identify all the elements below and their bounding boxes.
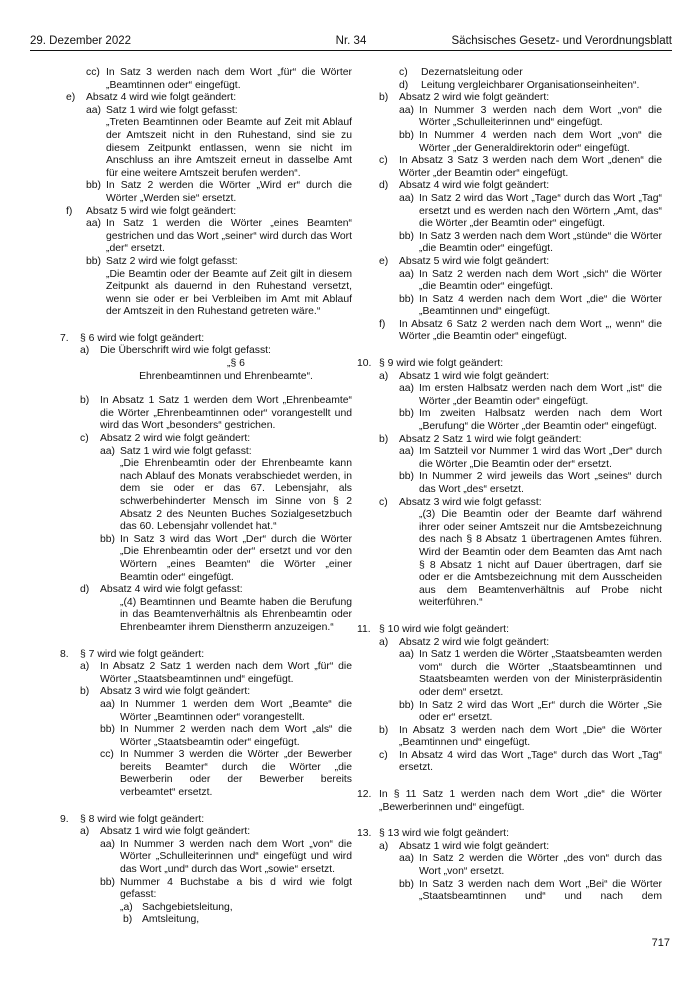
quote-text: „Die Ehrenbeamtin oder der Ehrenbeamte kann nach Ablauf des Monats verabschiedet werden, in dem sie oder er das 67. Lebensjahr, als schwerbehinderter Mensch im Sinne von § 2 Absatz 2 des Neunten Buches Sozialgesetzbuch das 60. Lebensjahr vollendet hat.“ [120,458,352,533]
item-6-f-bb: bb) Satz 2 wird wie folgt gefasst: „Die Beamtin oder der Beamte auf Zeit gilt in diesem Zeitpunkt als dauernd in den Ruhestand versetzt, wenn sie oder er bei Verbleiben im Amt mit Ablauf der Amtszeit in den Ruhestand getreten wäre.“ [86,255,352,318]
item-9-b-aa: aa) In Nummer 3 werden nach dem Wort „von“ die Wörter „Schulleiterinnen und“ eingefügt. [399,104,662,129]
section-8-a: a) In Absatz 2 Satz 1 werden nach dem Wort „für“ die Wörter „Staatsbeamtinnen und“ eingefügt. [80,661,352,685]
section-11-c: c) In Absatz 4 wird das Wort „Tage“ durch das Wort „Tag“ ersetzt. [379,749,662,774]
section-11-a: a) Absatz 2 wird wie folgt geändert: aa) In Satz 1 werden die Wörter „Staatsbeamten werden vom“ durch die Wörter „Staatsbeamtinnen und Staatsbeamten werden von der Ministerpräsidentin oder dem“ ersetzt. bb) In Satz 2 wird das Wort „Er“ durch die Wörter „Sie oder er“ ersetzt. [379,636,662,724]
item-6-e-bb: bb) In Satz 2 werden die Wörter „Wird er“ durch die Wörter „Werden sie“ ersetzt. [86,180,352,204]
section-10-a: a) Absatz 1 wird wie folgt geändert: aa) Im ersten Halbsatz werden nach dem Wort „ist“ die Wörter „der Beamtin oder“ eingefügt. bb) Im zweiten Halbsatz werden nach dem Wort „Berufung“ die Wörter „der Beamtin oder“ eingefügt. [379,370,662,433]
section-13-a-aa: aa) In Satz 2 werden die Wörter „des von“ durch das Wort „von“ ersetzt. [399,853,662,878]
header-issue-number: Nr. 34 [335,35,367,47]
item-9-d-bb: bb) In Satz 3 werden nach dem Wort „stünde“ die Wörter „die Beamtin oder“ eingefügt. [399,230,662,255]
section-8-b-bb: bb) In Nummer 2 werden nach dem Wort „als“ die Wörter „Staatsbeamtin oder“ eingefügt. [100,724,352,748]
section-7: 7. § 6 wird wie folgt geändert: a) Die Überschrift wird wie folgt gefasst: „§ 6 Ehrenbeamtinnen und Ehrenbeamte“. b) In Absatz 1 Satz 1 werden dem Wort „Ehrenbeamte“ die Wörter „Ehrenbeamtinnen oder“ vorangestellt und wird das Wort „besonders“ gestrichen. c) Absatz 2 wird wie folgt geändert: aa) Satz 1 wird wie folgt gefasst: „Die Ehrenbeamtin oder der Ehrenbeamte kann nach Ablauf des Monats verabschiedet werden, in dem sie oder er das 67. Lebensjahr, als schwerbehinderter Mensch im Sinne von § 2 Absatz 2 des Neunten Buches Sozialgesetzbuch das 60. Lebensjahr vollendet hat.“ bb) In Satz 3 wird das Wort „Der“ durch die Wörter „Die Ehrenbeamtin oder der“ ersetzt und vor den Wörtern „eines Beamten“ die Wörter „einer Beamtin oder“ eingefügt. d) Absatz 4 wird wie folgt gefasst: „(4) Beamtinnen und Beamte haben die Berufung in das Beamtenverhältnis als Ehrenbeamtin oder Ehrenbeamter ihrem Dienstherrn anzuzeigen.“ [60,332,352,633]
page-number: 717 [651,937,670,949]
section-13: 13. § 13 wird wie folgt geändert: a) Absatz 1 wird wie folgt geändert: aa) In Satz 2 werden die Wörter „des von“ durch das Wort „von“ ersetzt. bb) In Satz 3 werden nach dem Wort „Bei“ die Wörter „Staatsbeamtinnen und“ und nach dem [357,828,662,903]
left-column [60,67,352,927]
section-7-b: b) In Absatz 1 Satz 1 werden dem Wort „Ehrenbeamte“ die Wörter „Ehrenbeamtinnen oder“ vorangestellt und wird das Wort „besonders“ gestrichen. [80,395,352,432]
section-13-a-bb: bb) In Satz 3 werden nach dem Wort „Bei“ die Wörter „Staatsbeamtinnen und“ und nach dem [399,878,662,903]
item-6-d-cc: cc) In Satz 3 werden nach dem Wort „für“ die Wörter „Beamtinnen oder“ eingefügt. [86,67,352,91]
item-9-e-bb: bb) In Satz 4 werden nach dem Wort „die“ die Wörter „Beamtinnen und“ eingefügt. [399,293,662,318]
item-9-b: b) Absatz 2 wird wie folgt geändert: aa) In Nummer 3 werden nach dem Wort „von“ die Wörter „Schulleiterinnen und“ eingefügt. bb) In Nummer 4 werden nach dem Wort „von“ die Wörter „der Generaldirektorin oder“ eingefügt. [379,92,662,154]
quote-continuation [357,67,662,92]
section-12: 12. In § 11 Satz 1 werden nach dem Wort „die“ die Wörter „Bewerberinnen und“ eingefügt. [357,789,662,813]
item-6-e-aa: aa) Satz 1 wird wie folgt gefasst: „Treten Beamtinnen oder Beamte auf Zeit mit Ablauf der Amtszeit nicht in den Ruhestand, sind sie zu diesem Zeitpunkt entlassen, wenn sie nicht im Anschluss an ihre Amtszeit erneut in dasselbe Amt für eine weitere Amtszeit berufen werden“. [86,104,352,179]
section-9-a-bb: bb) Nummer 4 Buchstabe a bis d wird wie folgt gefasst: „a) Sachgebietsleitung, b) Amtsleitung, [100,876,352,926]
section-7-a: a) Die Überschrift wird wie folgt gefasst: „§ 6 Ehrenbeamtinnen und Ehrenbeamte“. [80,345,313,382]
section-9-a: a) Absatz 1 wird wie folgt geändert: aa) In Nummer 3 werden nach dem Wort „von“ die Wörter „Schulleiterinnen und“ eingefügt und wird das Wort „und“ durch das Wort „sowie“ ersetzt. bb) Nummer 4 Buchstabe a bis d wird wie folgt gefasst: „a) Sachgebietsleitung, b) Amtsleitung, [80,826,352,926]
section-8-b-cc: cc) In Nummer 3 werden die Wörter „der Bewerber bereits Beamter“ durch die Wörter „die Bewerberin oder der Bewerber bereits verbeamtet“ ersetzt. [100,749,352,799]
section-9-a-aa: aa) In Nummer 3 werden nach dem Wort „von“ die Wörter „Schulleiterinnen und“ eingefügt und wird das Wort „und“ durch das Wort „sowie“ ersetzt. [100,838,352,876]
quote-item-c: c) Dezernatsleitung oder [399,67,523,78]
section-7-c-bb: bb) In Satz 3 wird das Wort „Der“ durch die Wörter „Die Ehrenbeamtin oder der“ ersetzt und vor den Wörtern „eines Beamten“ die Wörter „einer Beamtin oder“ eingefügt. [100,533,352,583]
section-13-a: a) Absatz 1 wird wie folgt geändert: aa) In Satz 2 werden die Wörter „des von“ durch das Wort „von“ ersetzt. bb) In Satz 3 werden nach dem Wort „Bei“ die Wörter „Staatsbeamtinnen und“ und nach dem [379,840,662,903]
section-10-b-aa: aa) Im Satzteil vor Nummer 1 wird das Wort „Der“ durch die Wörter „Die Beamtin oder der“ ersetzt. [399,446,662,470]
item-9-e: e) Absatz 5 wird wie folgt geändert: aa) In Satz 2 werden nach dem Wort „sich“ die Wörter „die Beamtin oder“ eingefügt. bb) In Satz 4 werden nach dem Wort „die“ die Wörter „Beamtinnen und“ eingefügt. [379,255,662,318]
item-6-f-aa: aa) In Satz 1 werden die Wörter „eines Beamten“ gestrichen und das Wort „seiner“ wird durch das Wort „der“ ersetzt. [86,218,352,255]
item-9-b-bb: bb) In Nummer 4 werden nach dem Wort „von“ die Wörter „der Generaldirektorin oder“ eingefügt. [399,129,662,154]
item-9-f: f) In Absatz 6 Satz 2 werden nach dem Wort „, wenn“ die Wörter „die Beamtin oder“ eingefügt. [379,318,662,343]
quote-item-d: d) Leitung vergleichbarer Organisationseinheiten“. [399,79,640,91]
section-7-c: c) Absatz 2 wird wie folgt geändert: aa) Satz 1 wird wie folgt gefasst: „Die Ehrenbeamtin oder der Ehrenbeamte kann nach Ablauf des Monats verabschiedet werden, in dem sie oder er das 67. Lebensjahr, als schwerbehinderter Mensch im Sinne von § 2 Absatz 2 des Neunten Buches Sozialgesetzbuch das 60. Lebensjahr vollendet hat.“ bb) In Satz 3 wird das Wort „Der“ durch die Wörter „Die Ehrenbeamtin oder der“ ersetzt und vor den Wörtern „eines Beamten“ die Wörter „einer Beamtin oder“ eingefügt. [80,433,352,583]
section-10-a-aa: aa) Im ersten Halbsatz werden nach dem Wort „ist“ die Wörter „der Beamtin oder“ eingefügt. [399,383,662,407]
section-10-c: c) Absatz 3 wird wie folgt gefasst: „(3) Die Beamtin oder der Beamte darf während ihrer oder seiner Amtszeit nur die Amtsbezeichnung des nach § 8 Absatz 1 übertragenen Amtes führen. Wird der Beamtin oder dem Beamten das Amt nach § 8 Absatz 1 nicht auf Dauer übertragen, darf sie oder er die Amtsbezeichnung mit dem Ausscheiden aus dem Beamtenverhältnis auf Probe nicht weiterführen.“ [379,496,662,609]
quote-text: „Treten Beamtinnen oder Beamte auf Zeit mit Ablauf der Amtszeit nicht in den Ruhestand, sind sie zu diesem Zeitpunkt entlassen, wenn sie nicht im Anschluss an ihre Amtszeit erneut in dasselbe Amt für eine weitere Amtszeit berufen werden“. [106,117,352,179]
section-11-a-bb: bb) In Satz 2 wird das Wort „Er“ durch die Wörter „Sie oder er“ ersetzt. [399,699,662,724]
quote-item-b: b) Amtsleitung, [123,914,200,926]
section-11-b: b) In Absatz 3 werden nach dem Wort „Die“ die Wörter „Beamtinnen und“ eingefügt. [379,724,662,749]
section-10-b-bb: bb) In Nummer 2 wird jeweils das Wort „seines“ durch das Wort „des“ ersetzt. [399,471,662,495]
section-8-b-aa: aa) In Nummer 1 werden dem Wort „Beamte“ die Wörter „Beamtinnen oder“ vorangestellt. [100,698,352,723]
section-8-b: b) Absatz 3 wird wie folgt geändert: aa) In Nummer 1 werden dem Wort „Beamte“ die Wörter „Beamtinnen oder“ vorangestellt. bb) In Nummer 2 werden nach dem Wort „als“ die Wörter „Staatsbeamtin oder“ eingefügt. cc) In Nummer 3 werden die Wörter „der Bewerber bereits Beamter“ durch die Wörter „die Bewerberin oder der Bewerber bereits verbeamtet“ ersetzt. [80,686,352,799]
section-7-d: d) Absatz 4 wird wie folgt gefasst: „(4) Beamtinnen und Beamte haben die Berufung in das Beamtenverhältnis als Ehrenbeamtin oder Ehrenbeamter ihrem Dienstherrn anzuzeigen.“ [80,584,352,633]
section-11-a-aa: aa) In Satz 1 werden die Wörter „Staatsbeamten werden vom“ durch die Wörter „Staatsbeamtinnen und Staatsbeamten werden von der Ministerpräsidentin oder dem“ ersetzt. [399,649,662,698]
quote-text: „(4) Beamtinnen und Beamte haben die Berufung in das Beamtenverhältnis als Ehrenbeamtin oder Ehrenbeamter ihrem Dienstherrn anzuzeigen.“ [120,596,352,633]
section-10-a-bb: bb) Im zweiten Halbsatz werden nach dem Wort „Berufung“ die Wörter „der Beamtin oder“ eingefügt. [399,408,662,433]
section-10: 10. § 9 wird wie folgt geändert: a) Absatz 1 wird wie folgt geändert: aa) Im ersten Halbsatz werden nach dem Wort „ist“ die Wörter „der Beamtin oder“ eingefügt. bb) Im zweiten Halbsatz werden nach dem Wort „Berufung“ die Wörter „der Beamtin oder“ eingefügt. b) Absatz 2 Satz 1 wird wie folgt geändert: aa) Im Satzteil vor Nummer 1 wird das Wort „Der“ durch die Wörter „Die Beamtin oder der“ ersetzt. bb) In Nummer 2 wird jeweils das Wort „seines“ durch das Wort „des“ ersetzt. c) Absatz 3 wird wie folgt gefasst: „(3) Die Beamtin oder der Beamte darf während ihrer oder seiner Amtszeit nur die Amtsbezeichnung des nach § 8 Absatz 1 übertragenen Amtes führen. Wird der Beamtin oder dem Beamten das Amt nach § 8 Absatz 1 nicht auf Dauer übertragen, darf sie oder er die Amtsbezeichnung mit dem Ausscheiden aus dem Beamtenverhältnis auf Probe nicht weiterführen.“ [357,358,662,609]
item-9-d-aa: aa) In Satz 2 wird das Wort „Tage“ durch das Wort „Tag“ ersetzt und es werden nach den Wörtern „Amt, das“ die Wörter „der Beamtin oder“ eingefügt. [399,192,662,230]
item-6-e: e) Absatz 4 wird wie folgt geändert: aa) Satz 1 wird wie folgt gefasst: „Treten Beamtinnen oder Beamte auf Zeit mit Ablauf der Amtszeit nicht in den Ruhestand, sind sie zu diesem Zeitpunkt entlassen, wenn sie nicht im Anschluss an ihre Amtszeit erneut in dasselbe Amt für eine weitere Amtszeit berufen werden“. bb) In Satz 2 werden die Wörter „Wird er“ durch die Wörter „Werden sie“ ersetzt. [66,92,352,204]
section-7-c-aa: aa) Satz 1 wird wie folgt gefasst: „Die Ehrenbeamtin oder der Ehrenbeamte kann nach Ablauf des Monats verabschiedet werden, in dem sie oder er das 67. Lebensjahr, als schwerbehinderter Mensch im Sinne von § 2 Absatz 2 des Neunten Buches Sozialgesetzbuch das 60. Lebensjahr vollendet hat.“ [100,445,352,533]
item-9-c: c) In Absatz 3 Satz 3 werden nach dem Wort „denen“ die Wörter „der Beamtin oder“ eingefügt. [379,155,662,179]
quote-text: „(3) Die Beamtin oder der Beamte darf während ihrer oder seiner Amtszeit nur die Amtsbezeichnung des nach § 8 Absatz 1 übertragenen Amtes führen. Wird der Beamtin oder dem Beamten das Amt nach § 8 Absatz 1 nicht auf Dauer übertragen, darf sie oder er die Amtsbezeichnung mit dem Ausscheiden aus dem Beamtenverhältnis auf Probe nicht weiterführen.“ [419,509,662,609]
section-10-b: b) Absatz 2 Satz 1 wird wie folgt geändert: aa) Im Satzteil vor Nummer 1 wird das Wort „Der“ durch die Wörter „Die Beamtin oder der“ ersetzt. bb) In Nummer 2 wird jeweils das Wort „seines“ durch das Wort „des“ ersetzt. [379,433,662,495]
quote-text: „Die Beamtin oder der Beamte auf Zeit gilt in diesem Zeitpunkt als dauernd in den Ruhestand versetzt, wenn sie oder er bei Verbleiben im Amt mit Ablauf der Amtszeit in den Ruhestand getreten wäre.“ [106,268,352,318]
header-publication-title: Sächsisches Gesetz- und Verordnungsblatt [451,35,672,47]
right-column [357,67,662,904]
item-9-d: d) Absatz 4 wird wie folgt geändert: aa) In Satz 2 wird das Wort „Tage“ durch das Wort „Tag“ ersetzt und es werden nach den Wörtern „Amt, das“ die Wörter „der Beamtin oder“ eingefügt. bb) In Satz 3 werden nach dem Wort „stünde“ die Wörter „die Beamtin oder“ eingefügt. [379,180,662,255]
page-header [30,34,672,51]
item-9-e-aa: aa) In Satz 2 werden nach dem Wort „sich“ die Wörter „die Beamtin oder“ eingefügt. [399,268,662,293]
item-6-f: f) Absatz 5 wird wie folgt geändert: aa) In Satz 1 werden die Wörter „eines Beamten“ gestrichen und das Wort „seiner“ wird durch das Wort „der“ ersetzt. bb) Satz 2 wird wie folgt gefasst: „Die Beamtin oder der Beamte auf Zeit gilt in diesem Zeitpunkt als dauernd in den Ruhestand versetzt, wenn sie oder er bei Verbleiben im Amt mit Ablauf der Amtszeit in den Ruhestand getreten wäre.“ [66,205,352,318]
quote-item-a: „a) Sachgebietsleitung, [120,901,233,913]
section-9: 9. § 8 wird wie folgt geändert: a) Absatz 1 wird wie folgt geändert: aa) In Nummer 3 werden nach dem Wort „von“ die Wörter „Schulleiterinnen und“ eingefügt und wird das Wort „und“ durch das Wort „sowie“ ersetzt. bb) Nummer 4 Buchstabe a bis d wird wie folgt gefasst: „a) Sachgebietsleitung, b) Amtsleitung, [60,813,352,926]
section-8: 8. § 7 wird wie folgt geändert: a) In Absatz 2 Satz 1 werden nach dem Wort „für“ die Wörter „Staatsbeamtinnen und“ eingefügt. b) Absatz 3 wird wie folgt geändert: aa) In Nummer 1 werden dem Wort „Beamte“ die Wörter „Beamtinnen oder“ vorangestellt. bb) In Nummer 2 werden nach dem Wort „als“ die Wörter „Staatsbeamtin oder“ eingefügt. cc) In Nummer 3 werden die Wörter „der Bewerber bereits Beamter“ durch die Wörter „die Bewerberin oder der Bewerber bereits verbeamtet“ ersetzt. [60,648,352,799]
header-date: 29. Dezember 2022 [30,35,132,47]
section-11: 11. § 10 wird wie folgt geändert: a) Absatz 2 wird wie folgt geändert: aa) In Satz 1 werden die Wörter „Staatsbeamten werden vom“ durch die Wörter „Staatsbeamtinnen und Staatsbeamten werden von der Ministerpräsidentin oder dem“ ersetzt. bb) In Satz 2 wird das Wort „Er“ durch die Wörter „Sie oder er“ ersetzt. b) In Absatz 3 werden nach dem Wort „Die“ die Wörter „Beamtinnen und“ eingefügt. c) In Absatz 4 wird das Wort „Tage“ durch das Wort „Tag“ ersetzt. [357,623,662,774]
